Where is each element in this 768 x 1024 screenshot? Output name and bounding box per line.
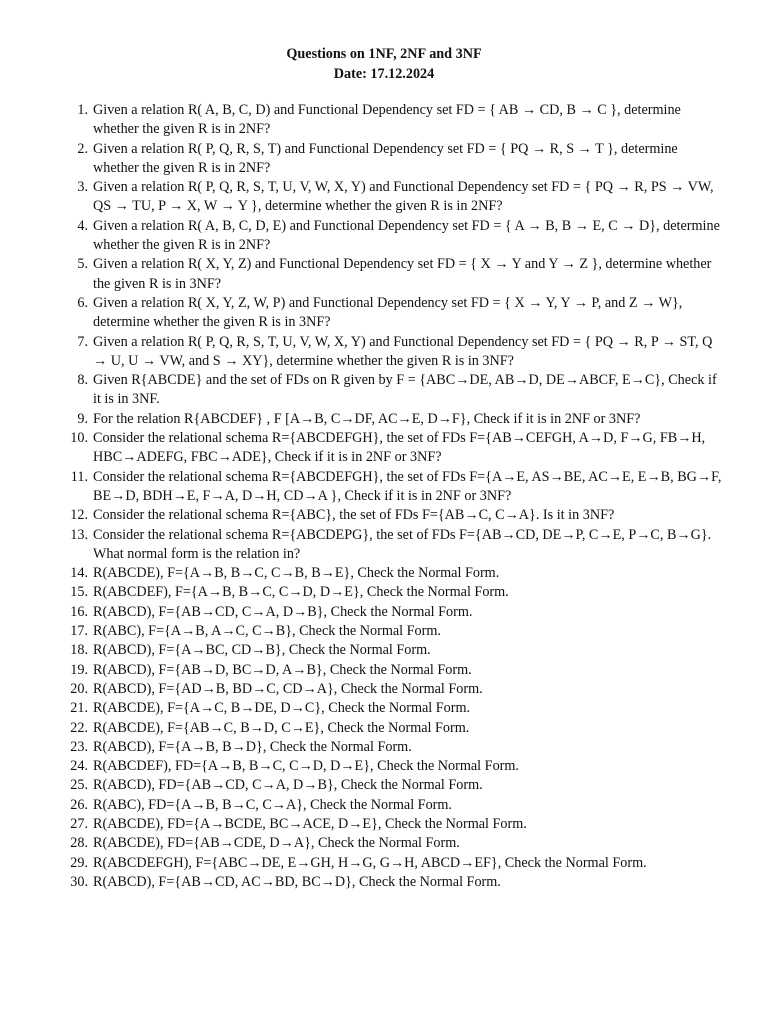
question-text: R(ABCDEFGH), F={ABC→DE, E→GH, H→G, G→H, ABCD→EF}, Check the Normal Form. bbox=[93, 854, 647, 871]
question-text: Consider the relational schema R={ABCDEFGH}, the set of FDs F={AB→CEFGH, A→D, F→G, FB→H, HBC→ADEFG, FBC→ADE}, Check if it is in 2NF or 3NF? bbox=[93, 430, 706, 466]
question-list bbox=[66, 101, 726, 892]
question-item bbox=[66, 217, 726, 256]
question-item bbox=[66, 468, 726, 507]
question-number: 7. bbox=[77, 333, 88, 350]
question-text: R(ABC), FD={A→B, B→C, C→A}, Check the Normal Form. bbox=[93, 796, 452, 813]
question-item bbox=[66, 603, 726, 622]
question-number: 30. bbox=[70, 873, 88, 890]
question-text: R(ABCD), F={AB→D, BC→D, A→B}, Check the Normal Form. bbox=[93, 661, 472, 678]
question-item bbox=[66, 583, 726, 602]
question-number: 8. bbox=[77, 372, 88, 389]
question-item bbox=[66, 873, 726, 892]
question-number: 19. bbox=[70, 661, 88, 678]
question-number: 2. bbox=[77, 140, 88, 157]
question-text: Given a relation R( P, Q, R, S, T, U, V, W, X, Y) and Functional Dependency set FD = { PQ → R, PS → VW, QS → TU, P → X, W → Y }, determine whether the given R is in 2NF? bbox=[93, 179, 714, 215]
question-text: Given a relation R( P, Q, R, S, T, U, V, W, X, Y) and Functional Dependency set FD = { PQ → R, P → ST, Q → U, U → VW, and S → XY}, determine whether the given R is in 3NF? bbox=[93, 333, 713, 369]
question-text: R(ABCD), F={A→B, B→D}, Check the Normal Form. bbox=[93, 738, 412, 755]
question-item bbox=[66, 622, 726, 641]
question-item bbox=[66, 796, 726, 815]
question-text: R(ABCDE), FD={AB→CDE, D→A}, Check the Normal Form. bbox=[93, 835, 460, 852]
question-text: R(ABCD), F={AB→CD, AC→BD, BC→D}, Check the Normal Form. bbox=[93, 873, 501, 890]
question-number: 16. bbox=[70, 603, 88, 620]
question-number: 9. bbox=[77, 410, 88, 427]
question-number: 12. bbox=[70, 507, 88, 524]
question-item bbox=[66, 294, 726, 333]
question-item bbox=[66, 140, 726, 179]
question-number: 18. bbox=[70, 642, 88, 659]
question-number: 17. bbox=[70, 623, 88, 640]
question-item bbox=[66, 738, 726, 757]
question-text: Given a relation R( A, B, C, D, E) and Functional Dependency set FD = { A → B, B → E, C → D}, determine whether the given R is in 2NF? bbox=[93, 217, 720, 254]
question-item bbox=[66, 854, 726, 873]
document-title: Questions on 1NF, 2NF and 3NF bbox=[286, 46, 482, 62]
question-text: For the relation R{ABCDEF} , F [A→B, C→DF, AC→E, D→F}, Check if it is in 2NF or 3NF? bbox=[93, 410, 641, 427]
question-item bbox=[66, 564, 726, 583]
question-number: 20. bbox=[70, 680, 88, 697]
question-text: Given a relation R( A, B, C, D) and Functional Dependency set FD = { AB → CD, B → C }, determine whether the given R is in 2NF? bbox=[93, 102, 681, 138]
question-item bbox=[66, 178, 726, 217]
question-text: Given a relation R( X, Y, Z, W, P) and Functional Dependency set FD = { X → Y, Y → P, and Z → W}, determine whether the given R is in 3NF? bbox=[93, 294, 683, 331]
question-item bbox=[66, 101, 726, 140]
question-item bbox=[66, 757, 726, 776]
question-item bbox=[66, 815, 726, 834]
question-text: Consider the relational schema R={ABCDEPG}, the set of FDs F={AB→CD, DE→P, C→E, P→C, B→G}. What normal form is the relation in? bbox=[93, 526, 712, 562]
question-text: Consider the relational schema R={ABCDEFGH}, the set of FDs F={A→E, AS→BE, AC→E, E→B, BG→F, BE→D, BDH→E, F→A, D→H, CD→A }, Check if it is in 2NF or 3NF? bbox=[93, 468, 722, 504]
question-number: 25. bbox=[70, 777, 88, 794]
question-text: R(ABCDE), FD={A→BCDE, BC→ACE, D→E}, Check the Normal Form. bbox=[93, 815, 527, 832]
question-item bbox=[66, 699, 726, 718]
question-text: R(ABCD), FD={AB→CD, C→A, D→B}, Check the Normal Form. bbox=[93, 777, 483, 794]
question-number: 10. bbox=[70, 430, 88, 447]
question-item bbox=[66, 661, 726, 680]
question-item bbox=[66, 834, 726, 853]
document-header bbox=[0, 44, 768, 84]
question-text: R(ABCD), F={AD→B, BD→C, CD→A}, Check the Normal Form. bbox=[93, 680, 483, 697]
question-text: R(ABCD), F={AB→CD, C→A, D→B}, Check the Normal Form. bbox=[93, 603, 473, 620]
question-item bbox=[66, 333, 726, 372]
question-item bbox=[66, 680, 726, 699]
question-text: Consider the relational schema R={ABC}, the set of FDs F={AB→C, C→A}. Is it in 3NF? bbox=[93, 507, 615, 524]
question-item bbox=[66, 641, 726, 660]
question-item bbox=[66, 255, 726, 294]
question-text: R(ABCDEF), F={A→B, B→C, C→D, D→E}, Check the Normal Form. bbox=[93, 584, 509, 601]
question-number: 3. bbox=[77, 179, 88, 196]
question-text: R(ABCDE), F={AB→C, B→D, C→E}, Check the Normal Form. bbox=[93, 719, 470, 736]
question-item bbox=[66, 506, 726, 525]
question-number: 21. bbox=[70, 700, 88, 717]
question-number: 28. bbox=[70, 835, 88, 852]
question-number: 13. bbox=[70, 526, 88, 543]
question-number: 6. bbox=[77, 294, 88, 311]
question-number: 1. bbox=[77, 102, 88, 118]
question-number: 29. bbox=[70, 854, 88, 871]
question-text: Given a relation R( X, Y, Z) and Functional Dependency set FD = { X → Y and Y → Z }, determine whether the given R is in 3NF? bbox=[93, 256, 712, 292]
question-number: 26. bbox=[70, 796, 88, 813]
question-text: R(ABCD), F={A→BC, CD→B}, Check the Normal Form. bbox=[93, 642, 431, 659]
question-text: R(ABCDE), F={A→B, B→C, C→B, B→E}, Check the Normal Form. bbox=[93, 565, 500, 582]
question-number: 27. bbox=[70, 815, 88, 832]
question-number: 23. bbox=[70, 738, 88, 755]
question-item bbox=[66, 429, 726, 468]
question-number: 11. bbox=[70, 468, 88, 485]
question-item bbox=[66, 410, 726, 429]
question-number: 5. bbox=[77, 256, 88, 273]
question-number: 15. bbox=[70, 584, 88, 601]
question-item bbox=[66, 719, 726, 738]
question-number: 24. bbox=[70, 758, 88, 775]
question-text: R(ABCDEF), FD={A→B, B→C, C→D, D→E}, Check the Normal Form. bbox=[93, 758, 519, 775]
question-text: Given R{ABCDE} and the set of FDs on R given by F = {ABC→DE, AB→D, DE→ABCF, E→C}, Check if it is in 3NF. bbox=[93, 372, 717, 408]
question-text: R(ABC), F={A→B, A→C, C→B}, Check the Normal Form. bbox=[93, 623, 441, 640]
question-text: Given a relation R( P, Q, R, S, T) and Functional Dependency set FD = { PQ → R, S → T }, determine whether the given R is in 2NF? bbox=[93, 140, 678, 176]
question-number: 4. bbox=[77, 217, 88, 234]
question-number: 14. bbox=[70, 565, 88, 582]
question-text: R(ABCDE), F={A→C, B→DE, D→C}, Check the Normal Form. bbox=[93, 700, 471, 717]
question-number: 22. bbox=[70, 719, 88, 736]
question-item bbox=[66, 371, 726, 410]
question-item bbox=[66, 776, 726, 795]
question-item bbox=[66, 526, 726, 565]
document-date: Date: 17.12.2024 bbox=[333, 66, 435, 82]
